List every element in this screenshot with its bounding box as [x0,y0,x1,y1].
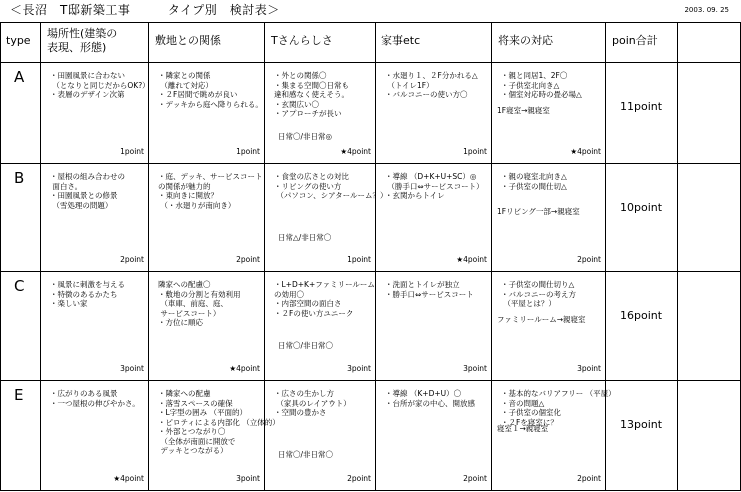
cell-notes: ・水廻り１、２F分かれる△ （トイレ1F） ・バルコニーの使い方〇 [385,71,478,99]
cell-notes: ・屋根の組み合わせの 面白さ。 ・田園風景との修景 （雪処理の問題） [50,172,125,210]
cell-point: 3point [236,474,260,483]
cell-notes: ・導線 （D+K+U+SC）◎ （勝手口⇔サービスコート） ・玄関からトイレ [385,172,484,200]
cell-notes: 隣家への配慮〇 ・敷地の分割と有効利用 （車庫、前庭、庭、 サービスコート） ・方位に順応 [158,280,241,327]
cell-point: 1point [120,147,144,156]
row-separator [0,163,741,164]
column-separator [375,22,376,490]
total-point: 13point [620,418,663,431]
header-future: 将来の対応 [498,34,553,47]
row-type-label: A [14,68,25,86]
document-date: 2003. 09. 25 [684,6,729,14]
cell-notes: ・風景に刺激を与える ・特徴のあるかたち ・楽しい家 [50,280,125,308]
header-place: 場所性(建築の 表現、形態) [47,27,118,54]
cell-notes: ・広がりのある風景 ・一つ屋根の伸びやかさ。 [50,389,140,408]
header-separator [0,62,741,63]
cell-point: 2point [463,474,487,483]
cell-notes: ・導線 （K+D+U）〇 ・台所が家の中心、開放感 [385,389,475,408]
row-type-label: B [14,169,25,187]
cell-note-extra: 日常〇/非日常◎ [278,132,333,141]
cell-notes: ・親と同居1、2F〇 ・子供室北向き△ ・個室対応時の畳必場△ [501,71,582,99]
table-border-top [0,22,741,23]
cell-point: 2point [577,474,601,483]
cell-point: 1point [463,147,487,156]
cell-notes: ・隣家との関係 （離れて対応） ・２F居間で眺めが良い ・デッキから庭へ降りられる。 [158,71,263,109]
page-title: ＜長沼 T邸新築工事 タイプ別 検討表＞ [10,3,280,17]
cell-notes: ・田園風景に合わない （となりと同じだからOK?） ・表層のデザイン次第 [50,71,150,99]
cell-point: 2point [577,255,601,264]
cell-point: 3point [577,364,601,373]
cell-point: 3point [463,364,487,373]
cell-point: 3point [347,364,371,373]
cell-notes: ・外との関係〇 ・集まる空間〇日常も 違和感なく使えそう。 ・玄関広い〇 ・アプローチが長い [274,71,349,118]
table-border-bottom [0,490,741,491]
row-separator [0,271,741,272]
table-border-left [0,22,1,490]
cell-note-extra: 日常〇/非日常〇 [278,341,334,350]
cell-notes: ・子供室の間仕切り△ ・バルコニーの考え方 （平屋とは？） [501,280,576,308]
cell-notes: ・洗面とトイレが独立 ・勝手口⇔サービスコート [385,280,474,299]
header-housework: 家事etc [381,34,421,47]
total-point: 11point [620,100,663,113]
cell-notes: ・基本的なバリアフリー （平屋） ・音の問題△ ・子供室の個室化 ・２Fを寝室に？ [501,389,616,427]
column-separator [491,22,492,490]
cell-note-extra: 1Fリビング一部→親寝室 [497,207,580,216]
cell-notes: ・親の寝室北向き△ ・子供室の間仕切△ [501,172,567,191]
cell-notes: ・隣家への配慮 ・落雪スペースの確保 ・L字型の囲み （平面的） ・ピロティによる内部化 （立体的） ・外部とつながり〇 （全体が南面に開放で デッキとつながる） [158,389,280,455]
cell-point: ★4point [570,147,601,156]
cell-point: ★4point [340,147,371,156]
cell-point: 2point [120,255,144,264]
header-type: type [6,34,31,47]
cell-point: 2point [236,255,260,264]
cell-note-extra: ファミリールーム→親寝室 [497,315,586,324]
total-point: 16point [620,309,663,322]
header-total: poin合計 [612,34,658,47]
cell-notes: ・庭、デッキ、サービスコート の関係が魅力的 ・東向きに開放？ （・水廻りが南向き） [158,172,263,210]
cell-note-extra: 1F寝室→親寝室 [497,106,550,115]
cell-notes: ・L+D+K+ファミリールーム の効用〇 ・内部空間の面白さ ・２Fの使い方ユニーク [274,280,375,318]
row-type-label: E [14,386,24,404]
cell-point: 3point [120,364,144,373]
cell-note-extra: 寝室１→親寝室 [497,424,549,433]
cell-notes: ・広さの生かし方 （家具のレイアウト） ・空間の豊かさ [274,389,351,417]
row-type-label: C [14,277,25,295]
cell-point: ★4point [456,255,487,264]
header-site: 敷地との関係 [155,34,221,47]
row-separator [0,380,741,381]
total-point: 10point [620,201,663,214]
cell-note-extra: 日常△/非日常〇 [278,233,332,242]
cell-point: 1point [236,147,260,156]
cell-note-extra: 日常〇/非日常〇 [278,450,334,459]
cell-point: 2point [347,474,371,483]
cell-point: 1point [347,255,371,264]
column-separator [677,22,678,490]
cell-point: ★4point [229,364,260,373]
cell-notes: ・食堂の広さとの対比 ・リビングの使い方 （パソコン、シアタールーム？） [274,172,388,200]
cell-point: ★4point [113,474,144,483]
column-separator [40,22,41,490]
header-personality: Tさんらしさ [271,34,333,47]
